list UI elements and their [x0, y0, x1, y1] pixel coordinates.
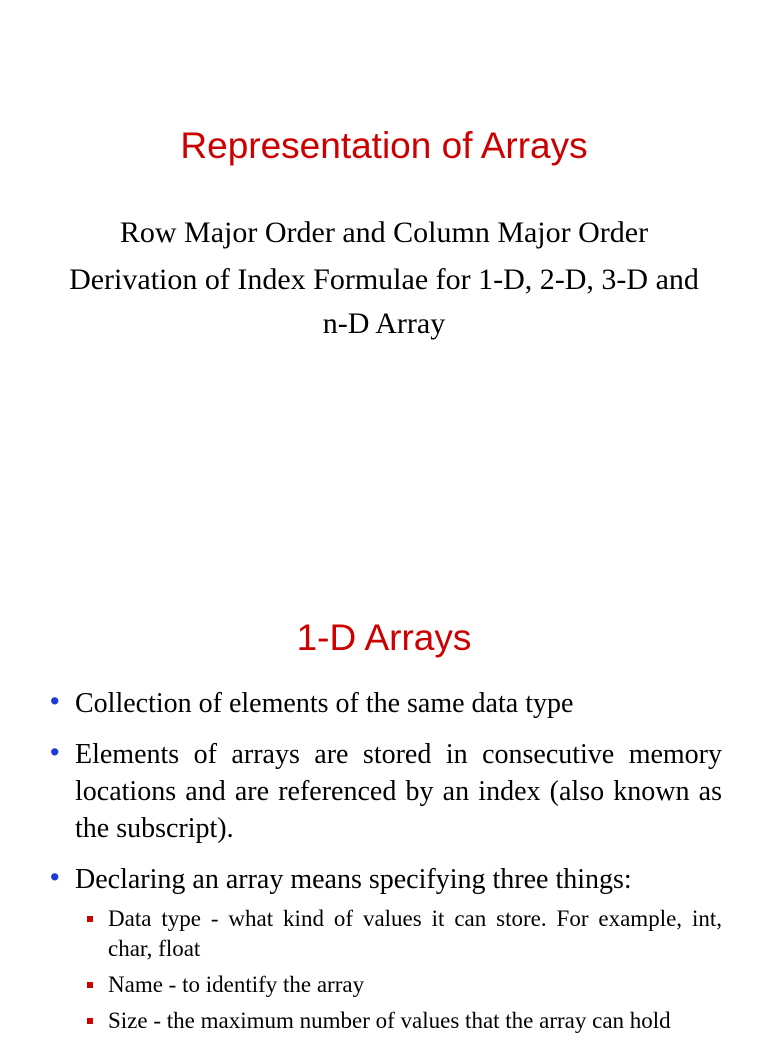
slide-title: Representation of Arrays: [180, 125, 588, 166]
bullet-dot-icon: •: [50, 737, 60, 767]
subtitle-line-2: Derivation of Index Formulae for 1-D, 2-D, 3-D and n-D Array: [69, 263, 699, 340]
bullet-dot-icon: •: [50, 862, 60, 892]
sub-bullet-text: Size - the maximum number of values that the array can hold: [108, 1008, 671, 1033]
sub-bullet-item: [75, 904, 722, 964]
square-bullet-icon: [87, 916, 93, 922]
bullet-text: Declaring an array means specifying three things:: [75, 864, 632, 895]
bullet-item: [0, 685, 768, 722]
sub-bullet-item: [75, 970, 722, 1000]
bullet-item: [0, 861, 768, 1036]
square-bullet-icon: [87, 982, 93, 988]
slide-representation-of-arrays: [0, 0, 768, 520]
sub-bullet-list: [75, 904, 722, 1036]
sub-bullet-text: Data type - what kind of values it can store. For example, int, char, float: [108, 906, 722, 961]
square-bullet-icon: [87, 1018, 93, 1024]
bullet-dot-icon: •: [50, 686, 60, 716]
bullet-item: [0, 736, 768, 847]
subtitle-line-1: Row Major Order and Column Major Order: [119, 216, 649, 249]
slide-1d-arrays: [0, 520, 768, 1033]
bullet-list: [0, 685, 768, 1050]
sub-bullet-text: Name - to identify the array: [108, 972, 365, 997]
bullet-text: Elements of arrays are stored in consecutive memory locations and are referenced by an index (also known as the subscript).: [75, 739, 722, 844]
slide-title: 1-D Arrays: [296, 617, 472, 658]
bullet-text: Collection of elements of the same data type: [75, 688, 574, 719]
sub-bullet-item: [75, 1006, 722, 1036]
